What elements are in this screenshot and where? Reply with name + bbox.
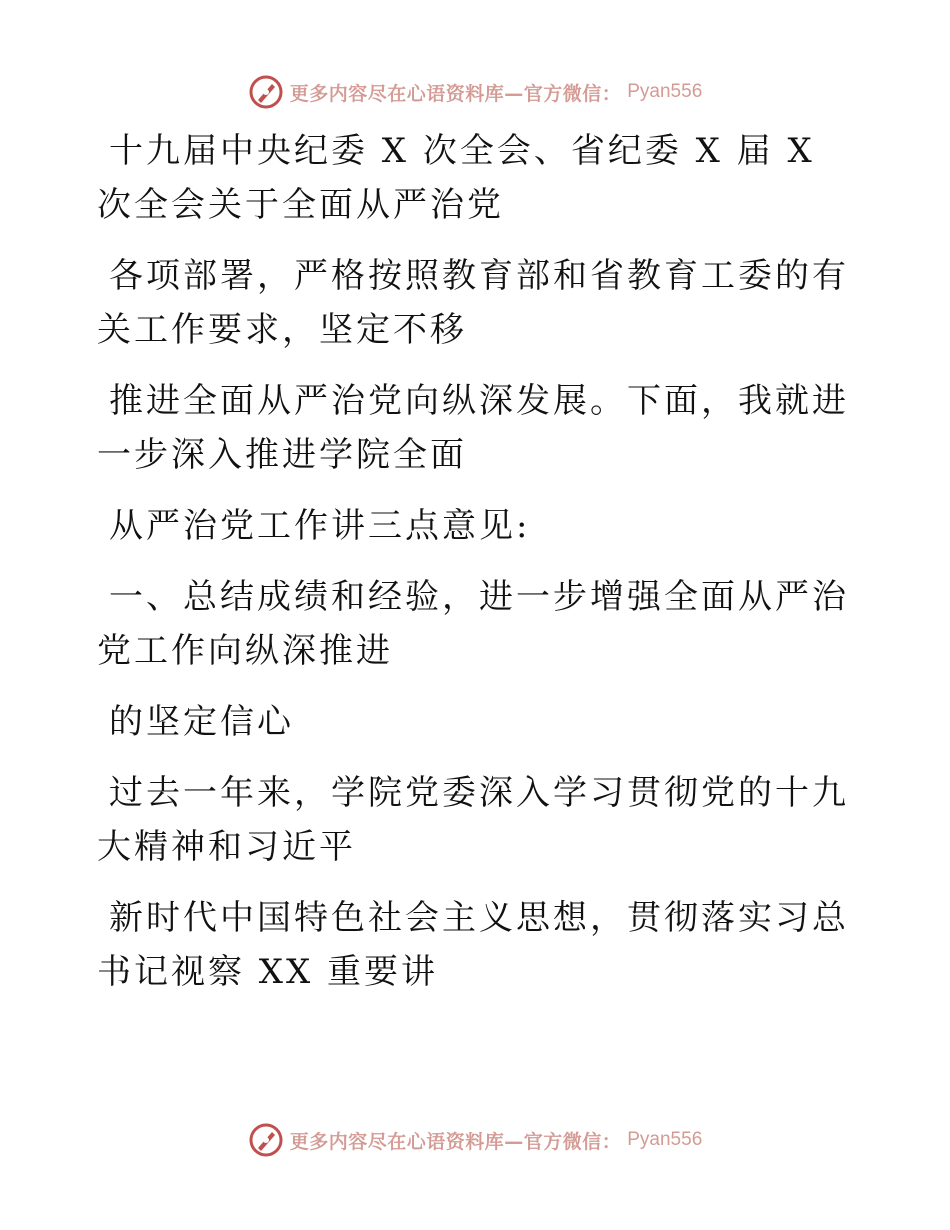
header-banner [0, 70, 950, 114]
paragraph: 各项部署，严格按照教育部和省教育工委的有关工作要求，坚定不移 [97, 256, 849, 350]
banner-handle: Pyan556 [627, 1129, 703, 1150]
footer-banner [0, 1118, 950, 1162]
paragraph: 推进全面从严治党向纵深发展。下面，我就进一步深入推进学院全面 [97, 381, 849, 475]
paragraph: 一、总结成绩和经验，进一步增强全面从严治党工作向纵深推进 [97, 577, 849, 671]
paragraph: 从严治党工作讲三点意见: [109, 506, 531, 546]
paragraph: 的坚定信心 [109, 702, 294, 742]
banner-handle: Pyan556 [627, 81, 703, 102]
paragraph: 过去一年来，学院党委深入学习贯彻党的十九大精神和习近平 [97, 773, 849, 867]
banner-text: 更多内容尽在心语资料库—官方微信： [289, 1130, 622, 1153]
banner-text: 更多内容尽在心语资料库—官方微信： [289, 82, 622, 105]
document-body [97, 124, 857, 1016]
pen-seal-logo-icon [248, 1122, 284, 1158]
paragraph: 十九届中央纪委 X 次全会、省纪委 X 届 X 次全会关于全面从严治党 [97, 131, 815, 225]
paragraph: 新时代中国特色社会主义思想，贯彻落实习总书记视察 XX 重要讲 [97, 898, 849, 992]
pen-seal-logo-icon [248, 74, 284, 110]
